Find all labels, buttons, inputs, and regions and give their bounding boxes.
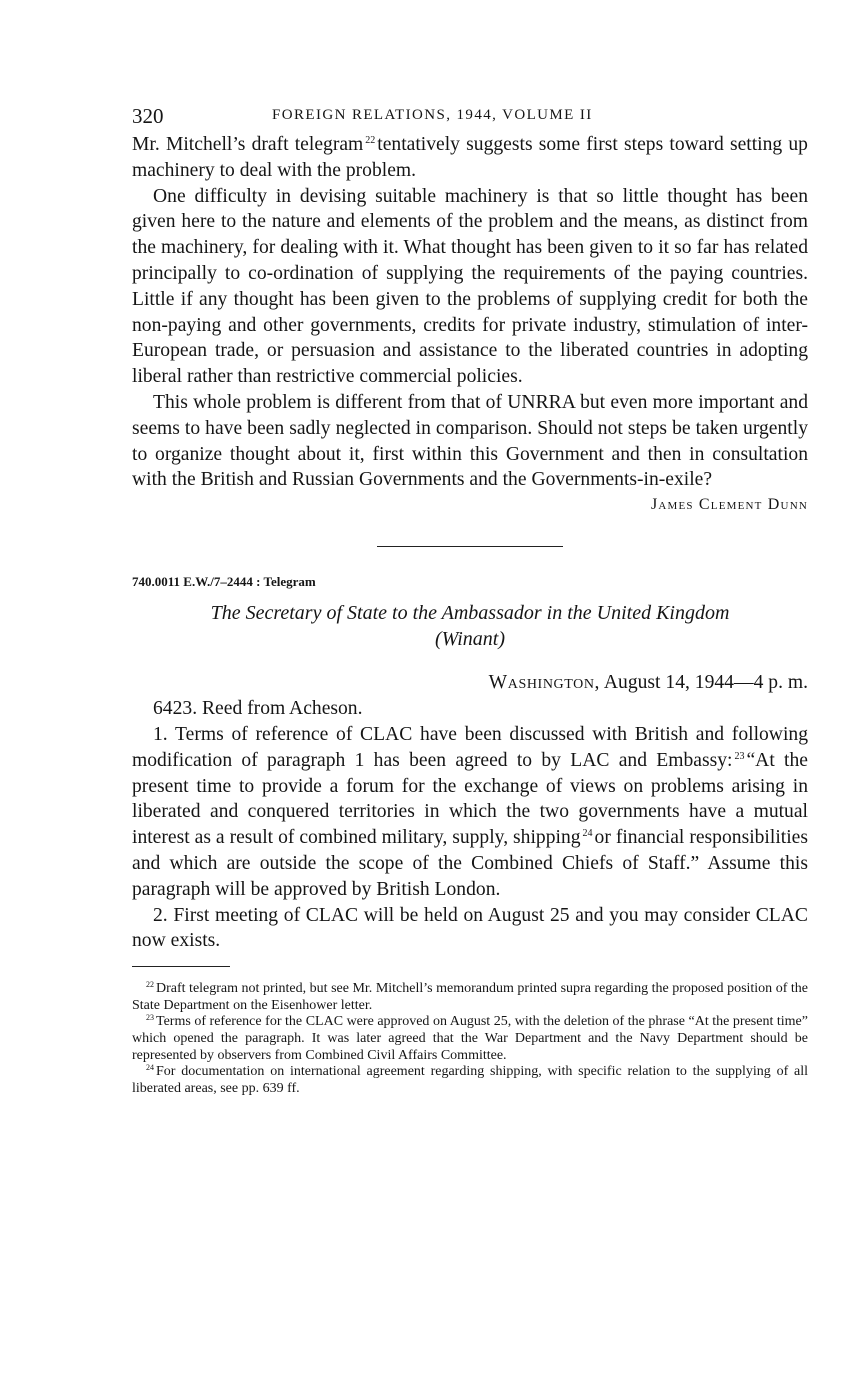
footnote-23-text: Terms of reference for the CLAC were approved on August 25, with the deletion of the phrase “At the present time” which opened the paragraph. It was later agreed that the War Department and the Navy Department should be represented by observers from Combined Civil Affairs Committee. (132, 1014, 808, 1063)
letter-paragraph-1 (132, 132, 808, 184)
footnote-ref-22[interactable]: 22 (365, 135, 376, 146)
telegram-paragraph-1 (132, 722, 808, 903)
document-title-line-2: (Winant) (435, 628, 505, 651)
running-head (132, 96, 808, 132)
dateline-date: August 14, 1944—4 p. m. (603, 672, 808, 694)
letter-paragraph-1-rest: tentatively suggests some first steps toward setting up machinery to deal with the problem. (132, 134, 808, 181)
footnote-ref-24[interactable]: 24 (582, 828, 593, 840)
dateline (132, 672, 808, 694)
footnote-24-number: 24 (146, 1063, 154, 1073)
letter-paragraph-2: One difficulty in devising suitable machinery is that so little thought has been given here to the nature and elements of the problem and the means, as distinct from the machinery, for dealing with it. What thought has been given to it so far has related principally to co-ordination of supplying the requirements of the paying countries. Little if any thought has been given to the problems of supplying credit for both the non-paying and other governments, credits for private industry, stimulation of inter-European trade, or persuasion and assistance to the liberated countries in adopting liberal rather than restrictive commercial policies. (132, 185, 808, 388)
letter-paragraph-1-text: Mr. Mitchell’s draft telegram (132, 134, 364, 155)
signature: James Clement Dunn (650, 496, 808, 514)
document-page (132, 96, 808, 1097)
telegram-paragraph-1-a: 1. Terms of reference of CLAC have been discussed with British and following modification of paragraph 1 has been agreed to by LAC and Embassy: (132, 723, 808, 771)
footnote-rule (132, 966, 230, 967)
footnote-22-number: 22 (146, 980, 154, 990)
footnote-24-text: For documentation on international agreement regarding shipping, with specific relation to the supplying of all liberated areas, see pp. 639 ff. (132, 1064, 808, 1096)
document-title (132, 600, 808, 652)
telegram-paragraph-1-b: “At the present time to provide a forum for the exchange of views on problems arising in liberated and conquered territories in which the two governments have a mutual interest as a result of combined military, supply, shipping (132, 749, 808, 849)
telegram-paragraph-2: 2. First meeting of CLAC will be held on August 25 and you may consider CLAC now exists. (132, 904, 808, 952)
page-number: 320 (132, 104, 164, 128)
footnote-22-text: Draft telegram not printed, but see Mr. Mitchell’s memorandum printed supra regarding the proposed position of the State Department on the Eisenhower letter. (132, 981, 808, 1013)
footnote-22 (132, 981, 808, 1014)
footnote-23-number: 23 (146, 1013, 154, 1023)
letter-paragraph-3: This whole problem is different from that of UNRRA but even more important and seems to have been sadly neglected in comparison. Should not steps be taken urgently to organize thought about it, first within this Government and then in consultation with the British and Russian Governments and the Governments-in-exile? (132, 391, 808, 491)
footnote-23 (132, 1014, 808, 1064)
footnote-ref-23[interactable]: 23 (734, 750, 745, 762)
section-divider (377, 546, 563, 547)
footnotes (132, 981, 808, 1097)
dateline-place: Washington, (488, 672, 601, 694)
document-title-line-1: The Secretary of State to the Ambassador in the United Kingdom (210, 602, 730, 625)
footnote-24 (132, 1064, 808, 1097)
telegram-paragraph-0: 6423. Reed from Acheson. (153, 698, 363, 720)
telegram-paragraph-1-c: or financial responsibilities and which are outside the scope of the Combined Chiefs of Staff.” Assume this paragraph will be approved by British London. (132, 827, 808, 900)
file-reference: 740.0011 E.W./7–2444 : Telegram (132, 574, 316, 590)
running-head-title: FOREIGN RELATIONS, 1944, VOLUME II (272, 107, 593, 123)
